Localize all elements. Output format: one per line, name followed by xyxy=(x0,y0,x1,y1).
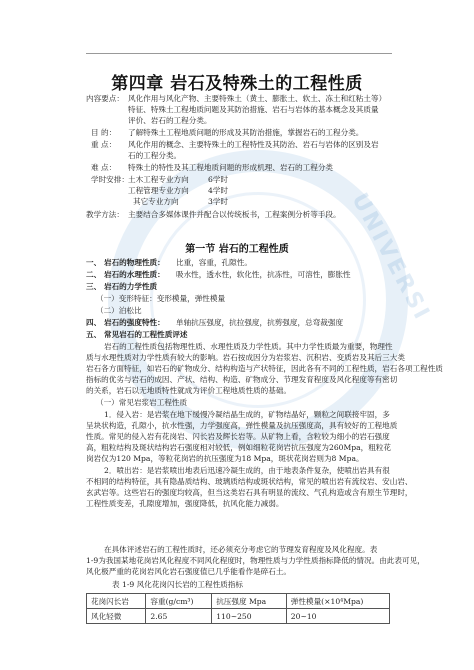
body-line: 的关系，岩石以无地质特性就成为评价工程地质性质的基础。 xyxy=(86,386,292,395)
body-line: 性质。常见的侵入岩有花岗岩、闪长岩及辉长岩等。从矿物上看，含粒较为细小的岩石强度 xyxy=(86,432,390,441)
content-line: 风化作用与风化产物、主要特殊土（黄土、膨胀土、软土、冻土和红粘土等） xyxy=(128,94,387,103)
strength-label: 岩石的强度特性： xyxy=(104,318,165,327)
table-header-cell: 花岗闪长岩 xyxy=(87,594,146,609)
hours-major: 工程管理专业方向 xyxy=(128,186,189,195)
body-line: 高，粗粒结构及斑状结构岩石强度相对较低，例如细粒花岗岩抗压强度为260Mpa，粗粒花 xyxy=(86,443,392,452)
table-header-cell: 弹性模量(×10⁴Mpa) xyxy=(286,594,389,609)
body-line: 1-9为我国某地花岗岩风化程度不同风化程度时，物理性质与力学性质指标降低的情况。由此表可见， xyxy=(86,556,425,565)
table-cell: 20~10 xyxy=(286,609,389,624)
hours-label: 学时安排： xyxy=(91,175,129,184)
difficulty-label: 难 点： xyxy=(91,163,117,172)
key-line: 风化作用的概念、主要特殊土的工程特性及其防治、岩石与岩体的区别及岩 xyxy=(128,140,379,149)
table-cell: 风化轻微 xyxy=(87,609,146,624)
outline-num: 二、 xyxy=(86,270,102,279)
outline-text: 比重，容重，孔隙性。 xyxy=(176,258,252,267)
table-header-cell: 容重(g/cm³) xyxy=(146,594,212,609)
outline-text: 吸水性，透水性，软化性，抗冻性，可溶性，膨胀性 xyxy=(176,270,351,279)
outline-num: 三、 xyxy=(86,282,102,291)
sub-item: （二）泊松比 xyxy=(96,306,142,315)
body-line: 岩石的工程性质包括物理性质、水理性质及力学性质。其中力学性质最为重要，物理性 xyxy=(104,342,393,351)
subsection-title: （一）常见岩浆岩工程性质 xyxy=(96,398,188,407)
table-header-row xyxy=(87,594,390,609)
body-line: 呈块状构造，孔隙小，抗水性强，力学强度高，弹性模量及抗压强度高，具有较好的工程地质 xyxy=(86,421,398,430)
outline-num: 一、 xyxy=(86,258,102,267)
body-line: 岗岩仅为120 Mpa，等粒花岗岩的抗压强度为18 Mpa，斑状花岗岩则为8 Mpa。 xyxy=(86,454,364,463)
table-row xyxy=(87,609,390,624)
section-title: 第一节 岩石的工程性质 xyxy=(185,244,289,255)
granodiorite-properties-table xyxy=(86,593,390,624)
body-line: 在具体评述岩石的工程性质时，还必须充分考虑它的节理发育程度及风化程度。表 xyxy=(104,545,378,554)
body-line: 岩石各方面特征，如岩石的矿物成分、结构构造与产状特征，因此各有不同的工程性质，岩石各项工程性质 xyxy=(86,364,443,373)
table-cell: 2.65 xyxy=(146,609,212,624)
body-line: 1．侵入岩：是岩浆在地下缓慢冷凝结晶生成的，矿物结晶好，颗粒之间联接牢固，多 xyxy=(104,410,390,419)
method-label: 教学方法： xyxy=(86,210,124,219)
evaluation-num: 五、 xyxy=(86,330,102,339)
chapter-title: 第四章 岩石及特殊土的工程性质 xyxy=(111,74,363,94)
outline-label: 岩石的力学性质 xyxy=(104,282,158,291)
difficulty-text: 特殊土的特性及其工程地质问题的形成机理、岩石的工程分类 xyxy=(128,163,334,172)
body-line: 质与水理性质对力学性质有较大的影响。岩石按成因分为岩浆岩、沉积岩、变质岩及其后三大类 xyxy=(86,353,405,362)
method-text: 主要结合多媒体课件并配合以传统板书，工程案例分析等手段。 xyxy=(128,210,341,219)
body-line: 工程性质变差，孔隙度增加，强度降低，抗风化能力减弱。 xyxy=(86,499,284,508)
table-header-cell: 抗压强度 Mpa xyxy=(212,594,287,609)
body-line: 不相同的结构特征，具有隐晶质结构、玻璃质结构或斑状结构，常见的喷出岩有流纹岩、安山岩、 xyxy=(86,477,413,486)
hours-major: 土木工程专业方向 xyxy=(128,175,189,184)
body-line: 玄武岩等。这些岩石的强度均较高，但当这类岩石具有明显的流纹、气孔构造或含有原生节理时， xyxy=(86,488,413,497)
body-line: 2．喷出岩：是岩浆喷出地表后迅速冷凝生成的，由于地表条件复杂，使喷出岩具有很 xyxy=(104,466,390,475)
header-rule xyxy=(86,53,392,54)
strength-num: 四、 xyxy=(86,318,102,327)
body-line: 指标的优劣与岩石的成因、产状、结构、构造、矿物成分、节理发育程度及风化程度等有密切 xyxy=(86,375,398,384)
hours-value: 3学时 xyxy=(208,197,229,206)
content-label: 内容要点： xyxy=(86,94,124,103)
key-line: 石的工程分类。 xyxy=(128,151,182,160)
table-caption: 表 1-9 风化花岗闪长岩的工程性质指标 xyxy=(112,580,243,589)
goal-label: 目 的： xyxy=(91,128,117,137)
hours-value: 4学时 xyxy=(208,186,229,195)
content-line: 特征、特殊土工程地质问题及其防治措施、岩石与岩体的基本概念及其质量 xyxy=(128,105,379,114)
evaluation-label: 常见岩石的工程性质评述 xyxy=(104,330,188,339)
seal-watermark-text: UNIVERSI xyxy=(346,189,436,326)
outline-label: 岩石的水理性质： xyxy=(104,270,165,279)
hours-major: 其它专业方向 xyxy=(133,197,179,206)
key-label: 重 点： xyxy=(91,140,117,149)
hours-value: 6学时 xyxy=(208,175,229,184)
outline-label: 岩石的物理性质： xyxy=(104,258,165,267)
strength-text: 单轴抗压强度，抗拉强度，抗剪强度，总弯裁强度 xyxy=(176,318,344,327)
content-line: 评价、岩石的工程分类。 xyxy=(128,116,212,125)
goal-text: 了解特殊土工程地质问题的形成及其防治措施，掌握岩石的工程分类。 xyxy=(128,128,364,137)
sub-item: （一）变形特征：变形模量，弹性模量 xyxy=(96,294,226,303)
table-cell: 110~250 xyxy=(212,609,287,624)
body-line: 风化极严重的花岗岩风化岩石强度值已几乎能看作是碎石土。 xyxy=(86,567,292,576)
